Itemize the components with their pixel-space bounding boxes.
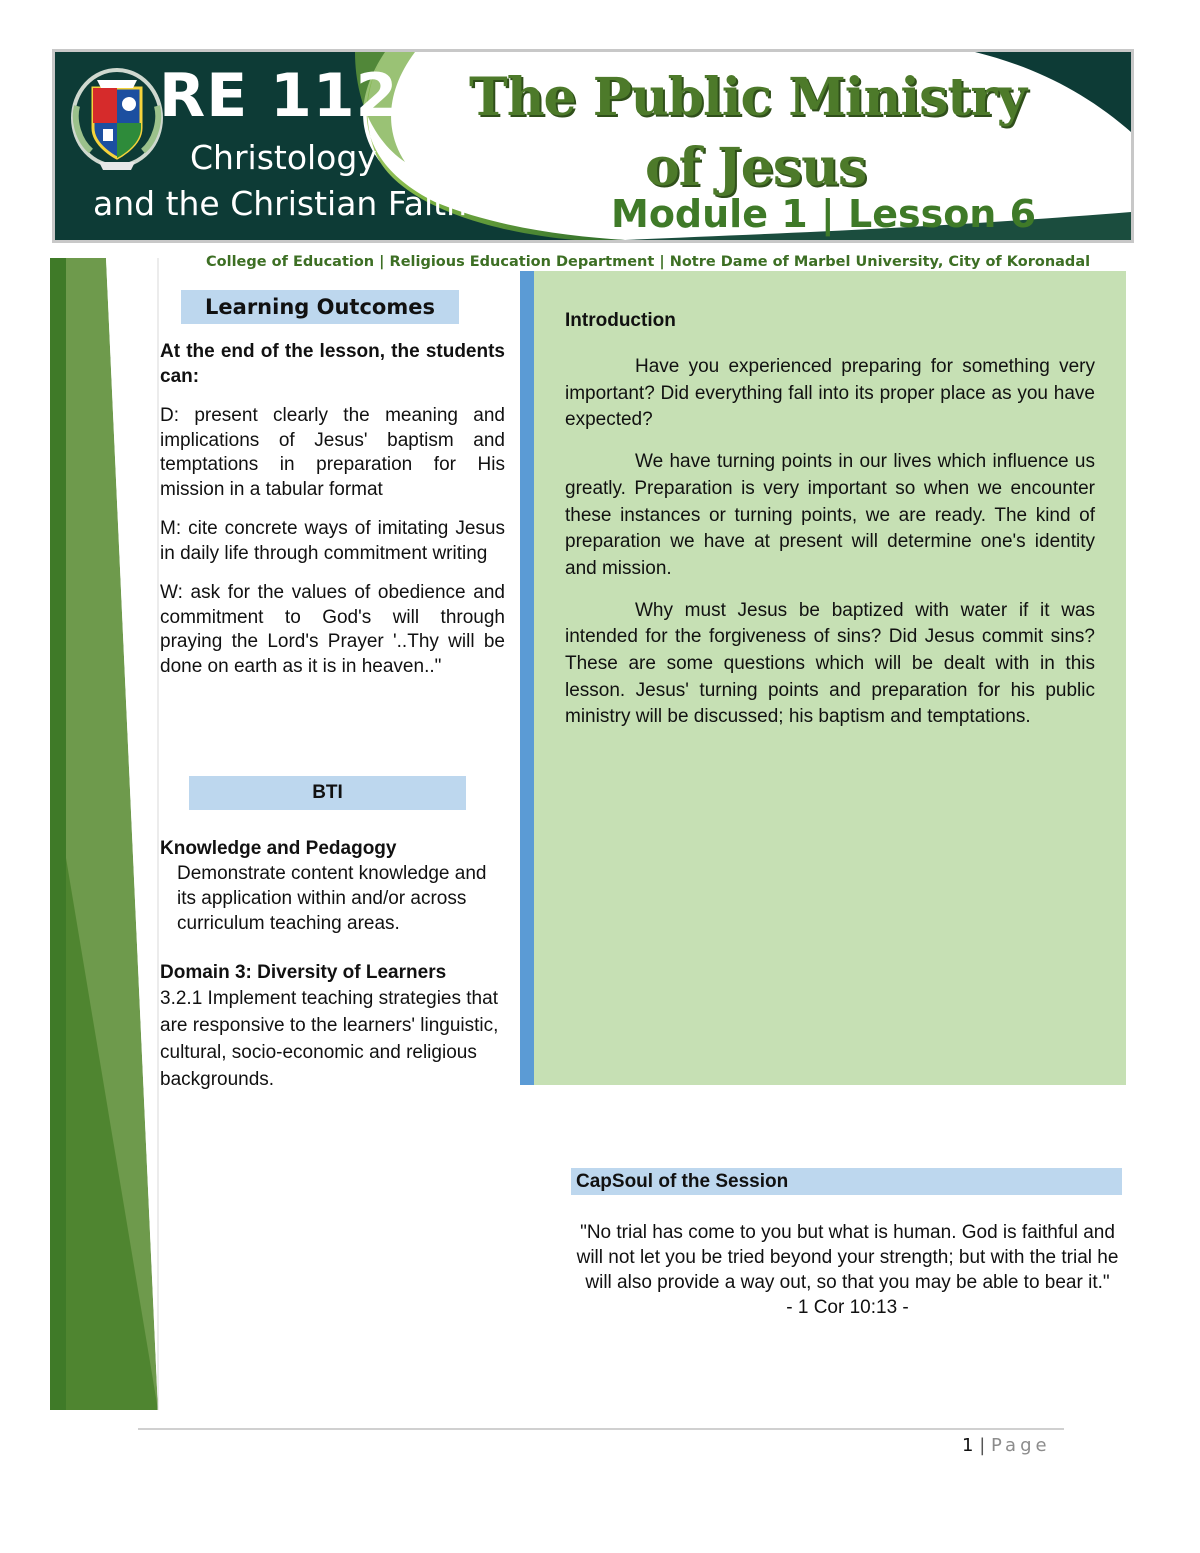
lesson-title-line1: The Public Ministry <box>469 67 1027 128</box>
college-subheader: College of Education | Religious Education Department | Notre Dame of Marbel University, City of Koronadal <box>206 254 1091 270</box>
introduction-accent-bar <box>520 271 534 1085</box>
bti-knowledge-title: Knowledge and Pedagogy <box>160 838 397 859</box>
capsoul-quote: "No trial has come to you but what is human. God is faithful and will not let you be tried beyond your strength; but with the trial he will also provide a way out, so that you may be able to bear it." <box>576 1222 1119 1293</box>
introduction-heading: Introduction <box>565 310 676 331</box>
page-number-separator: | <box>979 1435 986 1456</box>
bti-domain3-title: Domain 3: Diversity of Learners <box>160 962 447 983</box>
introduction-paragraph: We have turning points in our lives which influence us greatly. Preparation is very important so when we encounter these instances or turning points, we are ready. The kind of preparation we have at present will determine one's identity and mission. <box>565 451 1095 579</box>
course-code: RE 112 <box>159 61 399 131</box>
outcome-item-d: D: present clearly the meaning and implications of Jesus' baptism and temptations in preparation for His mission in a tabular format <box>160 405 505 500</box>
capsoul-reference: - 1 Cor 10:13 - <box>786 1297 909 1318</box>
page-number <box>962 1435 1051 1456</box>
bti-heading: BTI <box>189 776 466 810</box>
header-banner <box>52 49 1134 243</box>
bti-knowledge-block <box>160 836 510 936</box>
learning-outcomes-body <box>160 340 505 694</box>
outcome-item-m: M: cite concrete ways of imitating Jesus in daily life through commitment writing <box>160 518 505 564</box>
learning-outcomes-heading: Learning Outcomes <box>181 290 459 324</box>
course-name-line2: and the Christian Faith <box>93 184 468 223</box>
bti-domain3-block <box>160 960 510 1093</box>
bti-knowledge-text: Demonstrate content knowledge and its application within and/or across curriculum teaching areas. <box>177 863 487 934</box>
footer-divider <box>138 1428 1064 1430</box>
page-number-value: 1 <box>962 1435 974 1456</box>
introduction-paragraph: Why must Jesus be baptized with water if it was intended for the forgiveness of sins? Did Jesus commit sins? These are some questions which will be dealt with in this lesson. Jesus' turning points and preparation for his public ministry will be discussed; his baptism and temptations. <box>565 599 1095 728</box>
course-name-line1: Christology <box>190 138 377 177</box>
lesson-title-line2: of Jesus <box>645 137 867 198</box>
university-seal-icon <box>69 66 165 176</box>
page-word: Page <box>991 1435 1051 1456</box>
introduction-paragraph: Have you experienced preparing for something very important? Did everything fall into its proper place as you have expected? <box>565 356 1095 431</box>
introduction-box <box>520 271 1126 1085</box>
module-lesson-label: Module 1 | Lesson 6 <box>611 192 1037 236</box>
learning-outcomes-intro: At the end of the lesson, the students can: <box>160 341 505 387</box>
capsoul-heading: CapSoul of the Session <box>571 1168 1122 1195</box>
capsoul-quote-block <box>571 1220 1124 1320</box>
introduction-body <box>565 354 1095 746</box>
outcome-item-w: W: ask for the values of obedience and commitment to God's will through praying the Lord's Prayer '..Thy will be done on earth as it is in heaven.." <box>160 582 505 677</box>
bti-domain3-text: 3.2.1 Implement teaching strategies that are responsive to the learners' linguistic, cultural, socio-economic and religious backgrounds. <box>160 988 499 1090</box>
decorative-stripe <box>50 258 165 1413</box>
